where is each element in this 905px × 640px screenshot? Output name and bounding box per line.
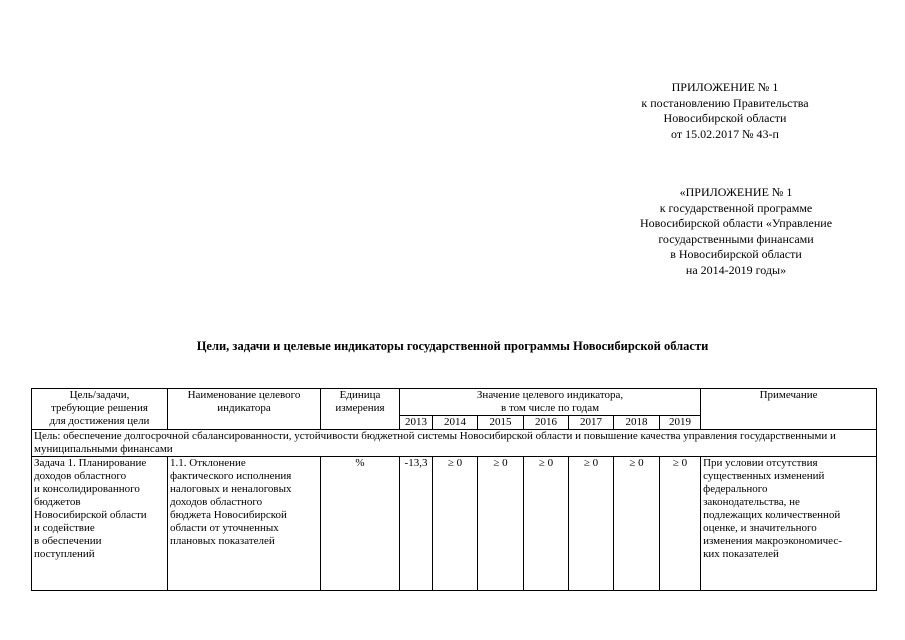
note-cell [701,457,877,591]
note-line: изменения макроэкономичес- [703,535,842,547]
value-cell-2018: ≥ 0 [614,457,660,591]
appendix1-line: от 15.02.2017 № 43-п [671,126,779,141]
indicator-line: доходов областного [170,496,263,508]
appendix-header-resolution [595,80,855,142]
header-goal-task [32,389,168,430]
indicator-line: фактического исполнения [170,470,292,482]
header-text: индикатора [217,402,271,414]
year-header: 2018 [614,416,660,430]
header-text: измерения [335,402,385,414]
value-cell-2017: ≥ 0 [569,457,614,591]
task-line: доходов областного [34,470,127,482]
appendix2-line: на 2014-2019 годы» [685,262,787,277]
appendix2-line: Новосибирской области «Управление [639,216,833,231]
year-header: 2014 [433,416,478,430]
appendix-header-program [586,185,886,279]
value-cell-2015: ≥ 0 [478,457,524,591]
document-title: Цели, задачи и целевые индикаторы государственной программы Новосибирской области [196,339,709,353]
header-text: Наименование целевого [187,389,301,401]
header-text: Значение целевого индикатора, [476,389,624,401]
note-line: законодательства, не [703,496,800,508]
note-line: федерального [703,483,768,495]
goal-cell: Цель: обеспечение долгосрочной сбалансированности, устойчивости бюджетной системы Новосибирской области и повышение качества управления государственными и муниципальными финансами [32,430,877,457]
header-unit [321,389,400,430]
value-cell-2019: ≥ 0 [660,457,701,591]
indicator-line: области от уточненных [170,522,279,534]
appendix2-line: к государственной программе [659,200,813,215]
note-line: оценке, и значительного [703,522,817,534]
header-text: требующие решения [51,402,148,414]
appendix1-line: ПРИЛОЖЕНИЕ № 1 [671,80,779,94]
task-line: бюджетов [34,496,81,508]
indicator-line: 1.1. Отклонение [170,457,246,469]
appendix2-line: государственными финансами [658,231,814,246]
task-cell [32,457,168,591]
note-line: существенных изменений [703,470,825,482]
note-line: подлежащих количественной [703,509,841,521]
value-cell-2014: ≥ 0 [433,457,478,591]
note-line: При условии отсутствия [703,457,818,469]
year-header: 2013 [400,416,433,430]
year-header: 2016 [524,416,569,430]
task-line: в обеспечении [34,535,102,547]
task-line: Новосибирской области [34,509,147,521]
value-cell-2013: -13,3 [400,457,433,591]
indicator-line: налоговых и неналоговых [170,483,292,495]
appendix2-line: «ПРИЛОЖЕНИЕ № 1 [679,185,793,199]
note-line: ких показателей [703,548,779,560]
header-note [701,389,877,430]
year-header: 2017 [569,416,614,430]
header-text: Единица [339,389,381,401]
unit-cell: % [321,457,400,591]
appendix1-line: Новосибирской области [663,111,787,126]
appendix1-line: к постановлению Правительства [641,95,809,110]
table-row [32,457,877,591]
task-line: поступлений [34,548,95,560]
header-text: Примечание [759,389,818,401]
year-header: 2019 [660,416,701,430]
header-value [400,389,701,416]
header-text: для достижения цели [49,415,150,427]
header-text: в том числе по годам [501,402,600,414]
indicators-table [31,388,877,591]
indicator-cell [168,457,321,591]
year-header: 2015 [478,416,524,430]
task-line: и содействие [34,522,95,534]
value-cell-2016: ≥ 0 [524,457,569,591]
appendix2-line: в Новосибирской области [670,247,802,262]
header-text: Цель/задачи, [69,389,130,401]
task-line: Задача 1. Планирование [34,457,147,469]
task-line: и консолидированного [34,483,140,495]
goal-row [32,430,877,457]
indicator-line: бюджета Новосибирской [170,509,287,521]
indicator-line: плановых показателей [170,535,275,547]
header-indicator [168,389,321,430]
